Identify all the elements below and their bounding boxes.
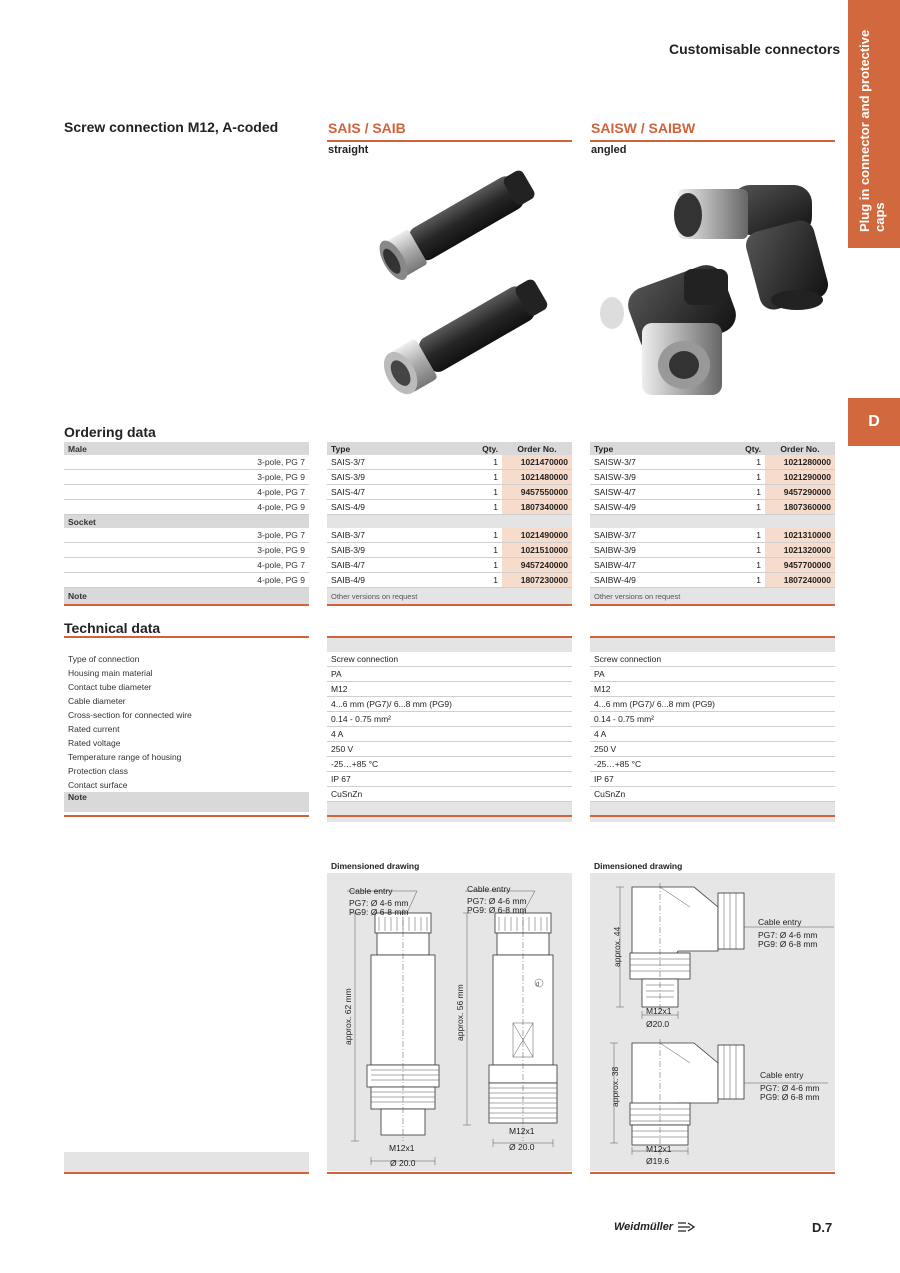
order-number-cell: 9457550000: [502, 485, 572, 500]
qty-cell: 1: [718, 500, 765, 515]
tech-label: Housing main material: [68, 668, 153, 678]
drawing2-thread-a: M12x1: [646, 1006, 672, 1016]
drawing2-cable-entry-b: Cable entry: [760, 1070, 804, 1080]
tech-value: 4 A: [590, 727, 835, 742]
tech-value: 4...6 mm (PG7)/ 6...8 mm (PG9): [327, 697, 572, 712]
brand-name: Weidmüller: [614, 1221, 674, 1233]
type-cell: SAIBW-3/9: [590, 543, 718, 558]
table-row: [327, 455, 572, 470]
drawing1-thread-b: M12x1: [509, 1126, 535, 1136]
type-cell: SAIB-4/7: [327, 558, 455, 573]
variant-label: 3-pole, PG 7: [64, 455, 309, 470]
drawing2-pg9-a: PG9: Ø 6-8 mm: [758, 939, 818, 949]
tech-value: IP 67: [327, 772, 572, 787]
qty-header: Qty.: [718, 442, 765, 455]
table-row: [327, 558, 572, 573]
straight-connector-photo: [350, 170, 560, 410]
qty-cell: 1: [455, 485, 502, 500]
drawing1-dia-a: Ø 20.0: [390, 1158, 416, 1168]
type-cell: SAISW-4/9: [590, 500, 718, 515]
qty-cell: 1: [455, 470, 502, 485]
drawing1-dia-b: Ø 20.0: [509, 1142, 535, 1152]
tech-note-value: [327, 802, 572, 823]
order-number-cell: 1021320000: [765, 543, 835, 558]
order-number-cell: 1021310000: [765, 528, 835, 543]
drawing1-cable-entry-b: Cable entry: [467, 884, 511, 894]
col2-title-underline: [590, 140, 835, 142]
tech-value: -25…+85 °C: [590, 757, 835, 772]
ordering-table-col2: [590, 442, 835, 604]
type-cell: SAIS-4/9: [327, 500, 455, 515]
tech-value: M12: [590, 682, 835, 697]
table-row: [590, 573, 835, 588]
tech-label: Rated voltage: [68, 738, 121, 748]
technical-table-col1: [327, 638, 572, 822]
tech-header-spacer: [64, 638, 309, 652]
tech-label: Temperature range of housing: [68, 752, 182, 762]
type-header: Type: [590, 442, 718, 455]
drawing1-pg7-a: PG7: Ø 4-6 mm: [349, 898, 409, 908]
tech-value: M12: [327, 682, 572, 697]
side-tab-letter[interactable]: D: [848, 398, 900, 446]
drawing2-dia-a: Ø20.0: [646, 1019, 670, 1029]
ordering-note-label: Note: [64, 588, 309, 605]
qty-cell: 1: [455, 528, 502, 543]
drawing-left-bar: [64, 1172, 309, 1174]
drawing2-panel: [590, 873, 835, 1171]
ordering-labels: [64, 442, 309, 604]
ordering-table-col1: [327, 442, 572, 604]
tech-label: Type of connection: [68, 654, 140, 664]
drawing1-panel: [327, 873, 572, 1171]
order-number-cell: 1021280000: [765, 455, 835, 470]
drawing1-length-b: approx. 56 mm: [455, 984, 465, 1041]
order-number-cell: 1807240000: [765, 573, 835, 588]
type-header: Type: [327, 442, 455, 455]
drawing2-length-b: approx. 38: [610, 1066, 620, 1107]
table-row: [327, 543, 572, 558]
type-cell: SAISW-4/7: [590, 485, 718, 500]
qty-cell: 1: [718, 543, 765, 558]
drawing1-pg9-b: PG9: Ø 6-8 mm: [467, 905, 527, 915]
order-number-cell: 1021510000: [502, 543, 572, 558]
table-row: [590, 470, 835, 485]
qty-cell: 1: [455, 500, 502, 515]
tech-value: 250 V: [327, 742, 572, 757]
tech-label: Cross-section for connected wire: [68, 710, 192, 720]
ordering-col1-bar: [327, 604, 572, 606]
col2-subtitle: angled: [591, 144, 627, 156]
table-row: [327, 470, 572, 485]
table-row: [590, 455, 835, 470]
qty-cell: 1: [718, 573, 765, 588]
drawing-left-spacer: [64, 1152, 309, 1172]
tech-value: 0.14 - 0.75 mm²: [327, 712, 572, 727]
table-row: [590, 543, 835, 558]
qty-header: Qty.: [455, 442, 502, 455]
tech-label: Rated current: [68, 724, 120, 734]
drawing2-thread-b: M12x1: [646, 1144, 672, 1154]
type-cell: SAIB-3/9: [327, 543, 455, 558]
tech-col1-bar: [327, 815, 572, 817]
brand-logo: [614, 1221, 696, 1233]
tech-left-bar: [64, 815, 309, 817]
drawing1-header: Dimensioned drawing: [331, 861, 420, 871]
table-row: [590, 500, 835, 515]
tech-value: -25…+85 °C: [327, 757, 572, 772]
table-row: [327, 500, 572, 515]
product-title: Screw connection M12, A-coded: [64, 119, 279, 135]
type-cell: SAIBW-4/7: [590, 558, 718, 573]
male-label: Male: [64, 442, 309, 455]
ordering-section-title: Ordering data: [64, 424, 156, 440]
variant-label: 3-pole, PG 9: [64, 543, 309, 558]
table-row: [590, 485, 835, 500]
socket-label: Socket: [64, 515, 309, 529]
tech-value: 4...6 mm (PG7)/ 6...8 mm (PG9): [590, 697, 835, 712]
drawing2-length-a: approx. 44: [612, 926, 622, 967]
type-cell: SAIS-3/7: [327, 455, 455, 470]
drawing1-pg7-b: PG7: Ø 4-6 mm: [467, 896, 527, 906]
tech-value: 250 V: [590, 742, 835, 757]
qty-cell: 1: [455, 543, 502, 558]
order-number-cell: 1021470000: [502, 455, 572, 470]
tech-value: PA: [590, 667, 835, 682]
drawing1-length-a: approx. 62 mm: [343, 988, 353, 1045]
variant-label: 4-pole, PG 7: [64, 558, 309, 573]
qty-cell: 1: [718, 558, 765, 573]
table-row: [590, 528, 835, 543]
order-number-cell: 1021480000: [502, 470, 572, 485]
drawing1-pg9-a: PG9: Ø 6-8 mm: [349, 907, 409, 917]
page-header-title: Customisable connectors: [669, 41, 841, 57]
table-row: [327, 573, 572, 588]
tech-value: 4 A: [327, 727, 572, 742]
col1-title: SAIS / SAIB: [328, 120, 406, 136]
drawing1-cable-entry-a: Cable entry: [349, 886, 393, 896]
order-number-cell: 1807360000: [765, 500, 835, 515]
tech-value: PA: [327, 667, 572, 682]
drawing2-pg7-b: PG7: Ø 4-6 mm: [760, 1083, 820, 1093]
ordering-col2-bar: [590, 604, 835, 606]
drawing1-thread-a: M12x1: [389, 1143, 415, 1153]
table-row: [327, 485, 572, 500]
variant-label: 3-pole, PG 7: [64, 528, 309, 543]
brand-logo-icon: [676, 1221, 696, 1233]
side-tab[interactable]: [848, 0, 900, 248]
type-cell: SAIBW-4/9: [590, 573, 718, 588]
ordering-note-col1: Other versions on request: [327, 588, 572, 605]
tech-col-header: [590, 638, 835, 652]
tech-value: IP 67: [590, 772, 835, 787]
col1-subtitle: straight: [328, 144, 369, 156]
qty-cell: 1: [455, 573, 502, 588]
tech-col-header: [327, 638, 572, 652]
group-spacer: [590, 515, 835, 529]
type-cell: SAIB-3/7: [327, 528, 455, 543]
order-number-cell: 1807340000: [502, 500, 572, 515]
tech-value: CuSnZn: [327, 787, 572, 802]
type-cell: SAIB-4/9: [327, 573, 455, 588]
ordering-note-col2: Other versions on request: [590, 588, 835, 605]
qty-cell: 1: [718, 528, 765, 543]
order-header: Order No.: [502, 442, 572, 455]
variant-label: 4-pole, PG 9: [64, 573, 309, 588]
tech-label: Contact surface: [68, 780, 128, 790]
table-row: [590, 558, 835, 573]
group-spacer: [327, 515, 572, 529]
type-cell: SAIS-4/7: [327, 485, 455, 500]
tech-note-value: [590, 802, 835, 823]
order-number-cell: 1021290000: [765, 470, 835, 485]
tech-label: Contact tube diameter: [68, 682, 152, 692]
qty-cell: 1: [718, 485, 765, 500]
technical-section-title: Technical data: [64, 620, 161, 636]
side-tab-label: Plug in connector and protective caps: [857, 29, 887, 232]
type-cell: SAIS-3/9: [327, 470, 455, 485]
variant-label: 4-pole, PG 9: [64, 500, 309, 515]
technical-labels: [64, 638, 309, 812]
drawing2-pg7-a: PG7: Ø 4-6 mm: [758, 930, 818, 940]
tech-value: CuSnZn: [590, 787, 835, 802]
tech-label: Cable diameter: [68, 696, 126, 706]
drawing2-pg9-b: PG9: Ø 6-8 mm: [760, 1092, 820, 1102]
variant-label: 4-pole, PG 7: [64, 485, 309, 500]
col2-title: SAISW / SAIBW: [591, 120, 696, 136]
drawing2-svg: [590, 873, 835, 1171]
angled-connector-photo: [592, 175, 832, 415]
ordering-left-bar: [64, 604, 309, 606]
order-number-cell: 1807230000: [502, 573, 572, 588]
table-row: [327, 528, 572, 543]
drawing2-cable-entry-a: Cable entry: [758, 917, 802, 927]
tech-col2-bar: [590, 815, 835, 817]
qty-cell: 1: [718, 470, 765, 485]
drawing2-dia-b: Ø19.6: [646, 1156, 670, 1166]
drawing1-mark: d: [536, 982, 540, 988]
drawing2-bar: [590, 1172, 835, 1174]
drawing1-svg: [327, 873, 572, 1171]
type-cell: SAIBW-3/7: [590, 528, 718, 543]
order-number-cell: 9457290000: [765, 485, 835, 500]
tech-value: Screw connection: [590, 652, 835, 667]
variant-label: 3-pole, PG 9: [64, 470, 309, 485]
page-number: D.7: [812, 1220, 833, 1235]
qty-cell: 1: [718, 455, 765, 470]
tech-note-label: Note: [64, 792, 309, 812]
drawing2-header: Dimensioned drawing: [594, 861, 683, 871]
technical-table-col2: [590, 638, 835, 822]
tech-value: 0.14 - 0.75 mm²: [590, 712, 835, 727]
order-number-cell: 9457700000: [765, 558, 835, 573]
order-header: Order No.: [765, 442, 835, 455]
tech-label: Protection class: [68, 766, 128, 776]
type-cell: SAISW-3/9: [590, 470, 718, 485]
order-number-cell: 1021490000: [502, 528, 572, 543]
type-cell: SAISW-3/7: [590, 455, 718, 470]
qty-cell: 1: [455, 558, 502, 573]
col1-title-underline: [327, 140, 572, 142]
drawing1-bar: [327, 1172, 572, 1174]
qty-cell: 1: [455, 455, 502, 470]
order-number-cell: 9457240000: [502, 558, 572, 573]
tech-value: Screw connection: [327, 652, 572, 667]
